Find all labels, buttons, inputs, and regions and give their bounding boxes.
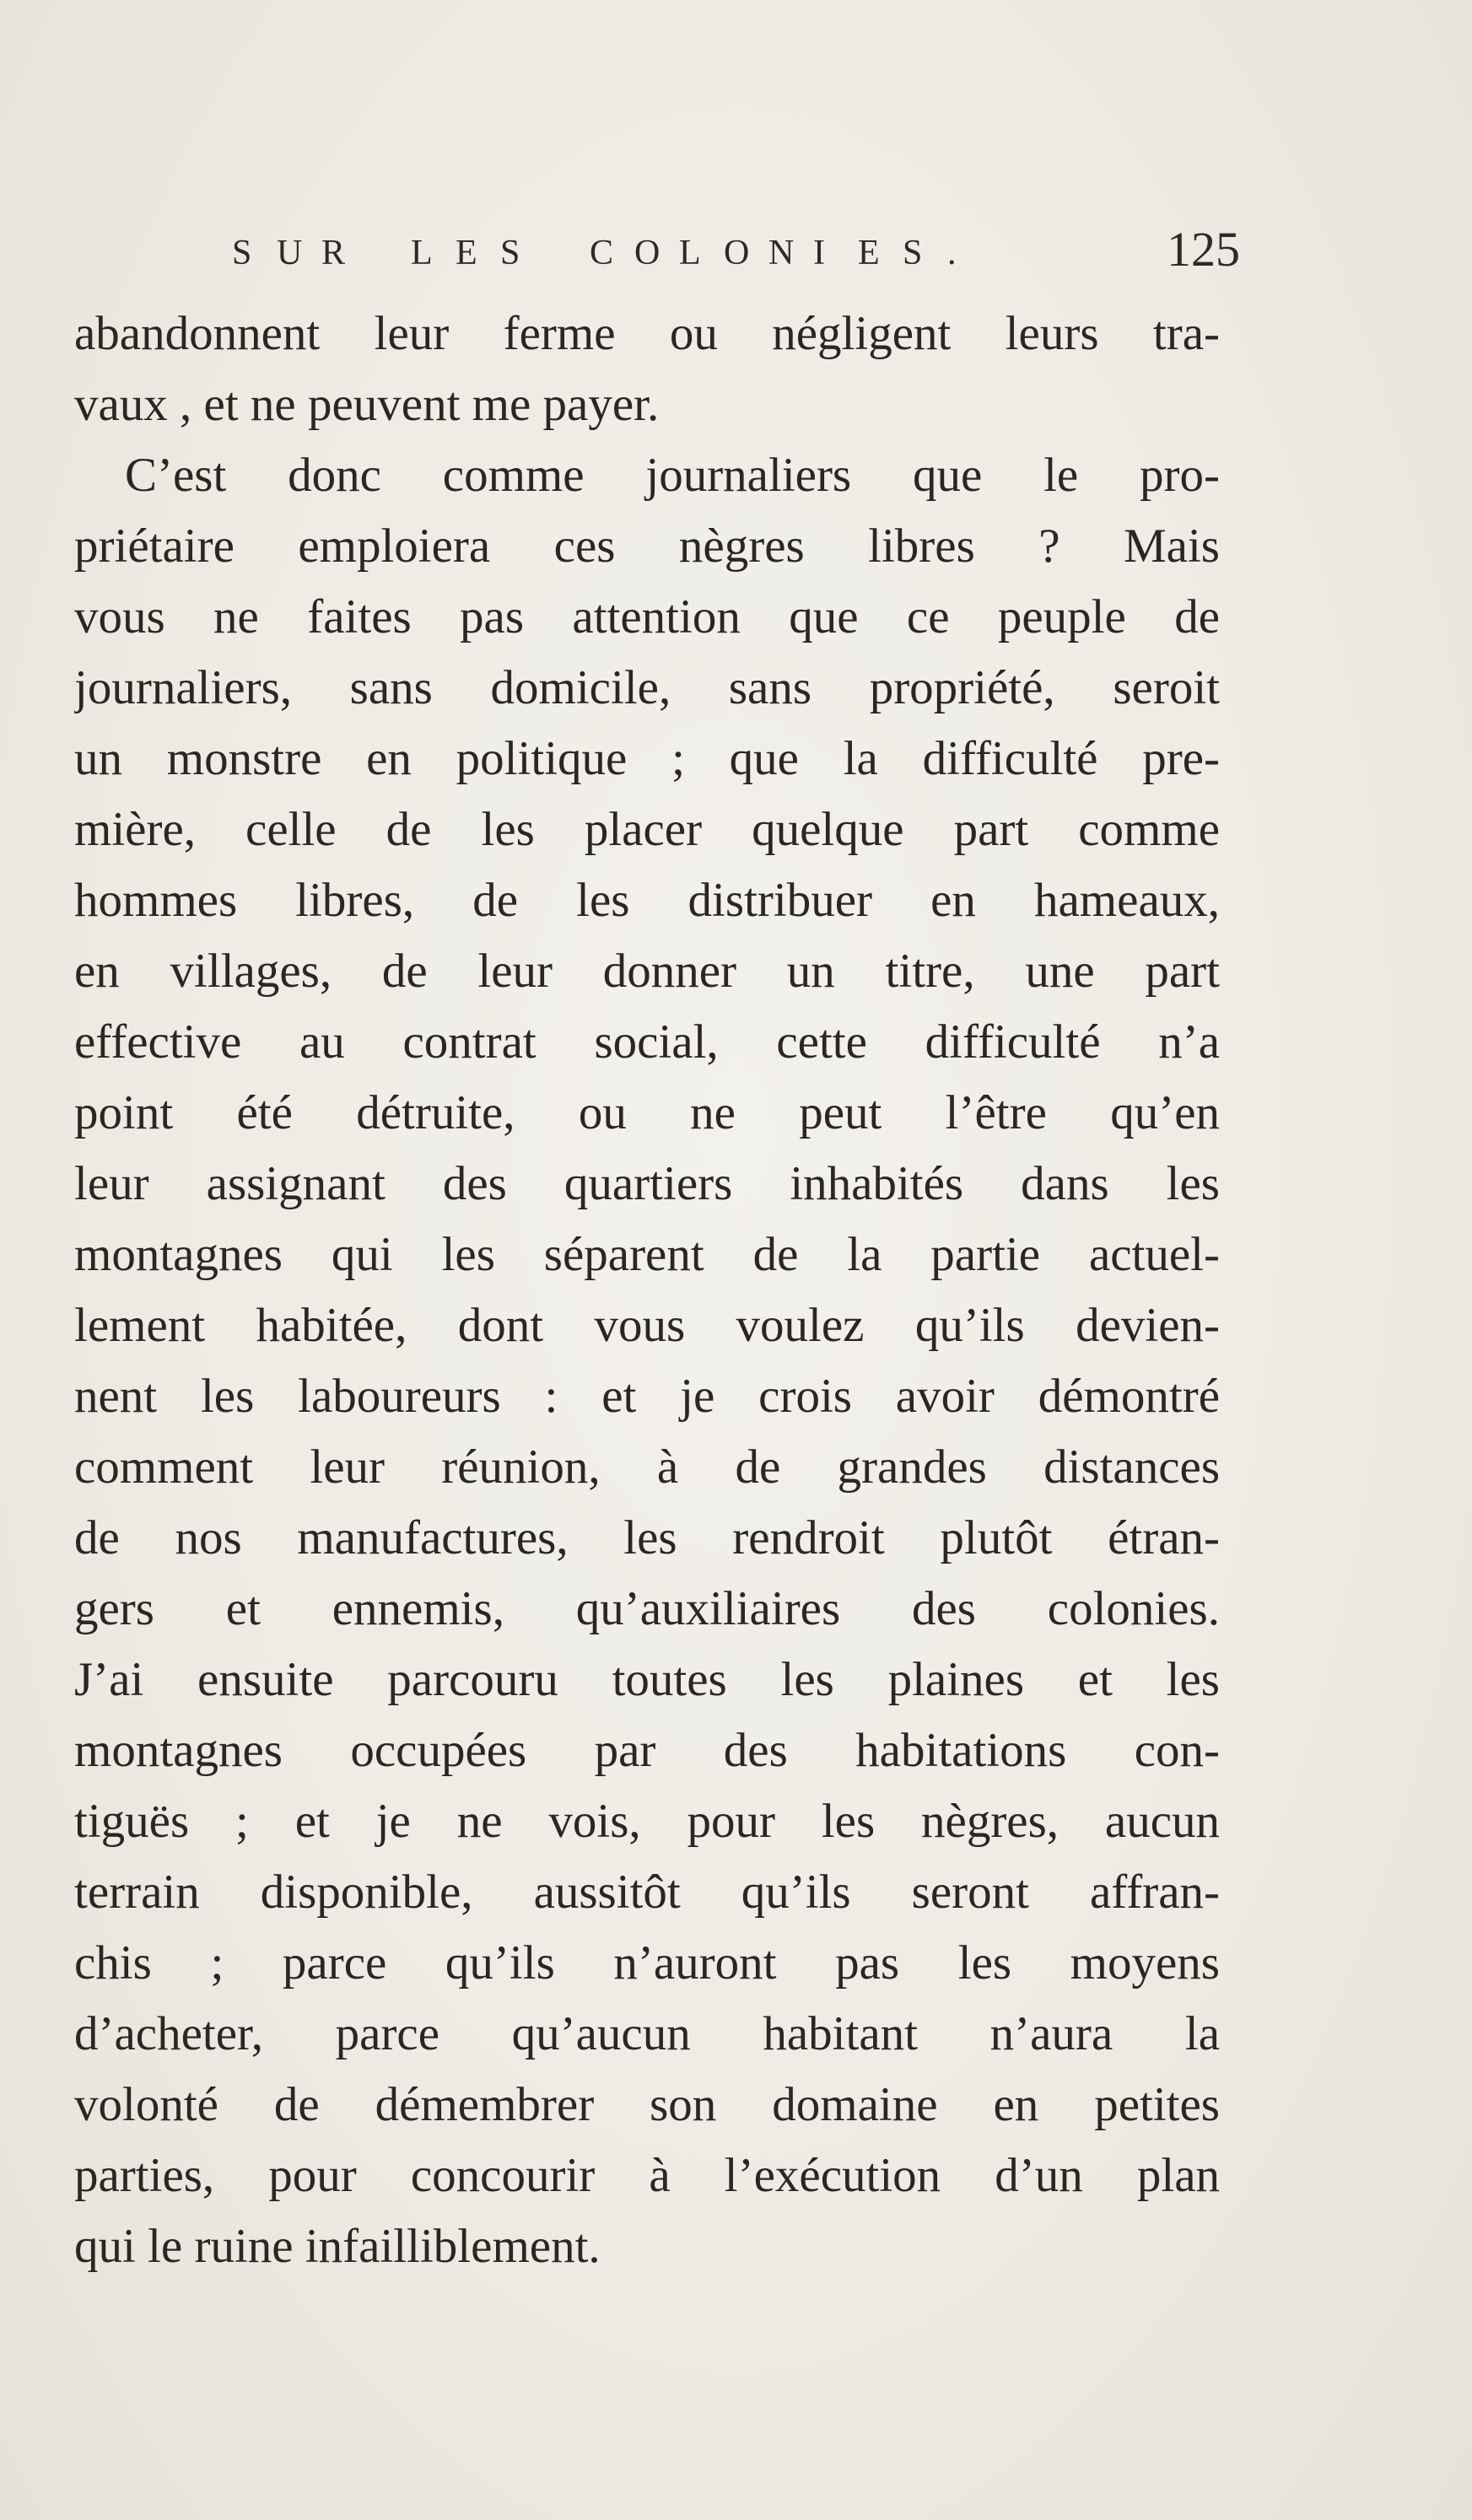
text-line: qui le ruine infailliblement. xyxy=(74,2220,601,2273)
text-line: priétaire emploiera ces nègres libres ? Mais xyxy=(74,520,1220,573)
running-title-letter: . xyxy=(947,234,957,272)
text-line: journaliers, sans domicile, sans propriété, seroit xyxy=(74,661,1220,714)
running-title-letter: S xyxy=(232,234,252,272)
running-title-letter: L xyxy=(679,234,701,272)
text-line: chis ; parce qu’ils n’auront pas les moyens xyxy=(74,1936,1220,1990)
text-line: en villages, de leur donner un titre, une part xyxy=(74,945,1220,998)
running-title-letter: O xyxy=(724,234,750,272)
running-title-letter: L xyxy=(411,234,433,272)
text-line: gers et ennemis, qu’auxiliaires des colonies. xyxy=(74,1582,1220,1635)
running-title-letter: O xyxy=(634,234,661,272)
text-line: volonté de démembrer son domaine en petites xyxy=(74,2078,1220,2131)
text-line: effective au contrat social, cette difficulté n’a xyxy=(74,1015,1220,1069)
running-title-letter: S xyxy=(500,234,520,272)
text-line: vaux , et ne peuvent me payer. xyxy=(74,378,660,431)
body-text xyxy=(74,299,1220,2282)
text-line: un monstre en politique ; que la difficulté pre- xyxy=(74,732,1220,785)
text-line: leur assignant des quartiers inhabités dans les xyxy=(74,1157,1220,1210)
running-title-letter: N xyxy=(768,234,795,272)
running-title-letter: I xyxy=(813,234,825,272)
text-line: vous ne faites pas attention que ce peuple de xyxy=(74,590,1220,643)
text-line: parties, pour concourir à l’exécution d’un plan xyxy=(74,2149,1220,2202)
text-line: comment leur réunion, à de grandes distances xyxy=(74,1440,1220,1494)
text-line: tiguës ; et je ne vois, pour les nègres, aucun xyxy=(74,1795,1220,1848)
page-number: 125 xyxy=(1167,222,1240,277)
text-line: de nos manufactures, les rendroit plutôt étran- xyxy=(74,1511,1220,1564)
page-header xyxy=(232,221,1240,280)
running-title xyxy=(232,233,992,273)
running-title-letter: E xyxy=(456,234,477,272)
text-line: nent les laboureurs : et je crois avoir démontré xyxy=(74,1370,1220,1423)
text-line: point été détruite, ou ne peut l’être qu’en xyxy=(74,1086,1220,1139)
text-line: lement habitée, dont vous voulez qu’ils devien- xyxy=(74,1299,1220,1352)
running-title-letter: S xyxy=(903,234,923,272)
text-line: J’ai ensuite parcouru toutes les plaines et les xyxy=(74,1653,1220,1706)
running-title-letter: R xyxy=(321,234,346,272)
text-line: montagnes qui les séparent de la partie actuel- xyxy=(74,1228,1220,1281)
text-line: hommes libres, de les distribuer en hameaux, xyxy=(74,874,1220,927)
text-line: terrain disponible, aussitôt qu’ils seront affran- xyxy=(74,1866,1220,1919)
running-title-letter: C xyxy=(590,234,614,272)
running-title-letter: U xyxy=(277,234,303,272)
running-title-letter: E xyxy=(858,234,880,272)
text-line: montagnes occupées par des habitations con- xyxy=(74,1724,1220,1777)
text-line: C’est donc comme journaliers que le pro- xyxy=(125,449,1220,502)
text-line: abandonnent leur ferme ou négligent leurs tra- xyxy=(74,307,1220,360)
text-line: d’acheter, parce qu’aucun habitant n’aura la xyxy=(74,2007,1220,2060)
text-line: mière, celle de les placer quelque part comme xyxy=(74,803,1220,856)
